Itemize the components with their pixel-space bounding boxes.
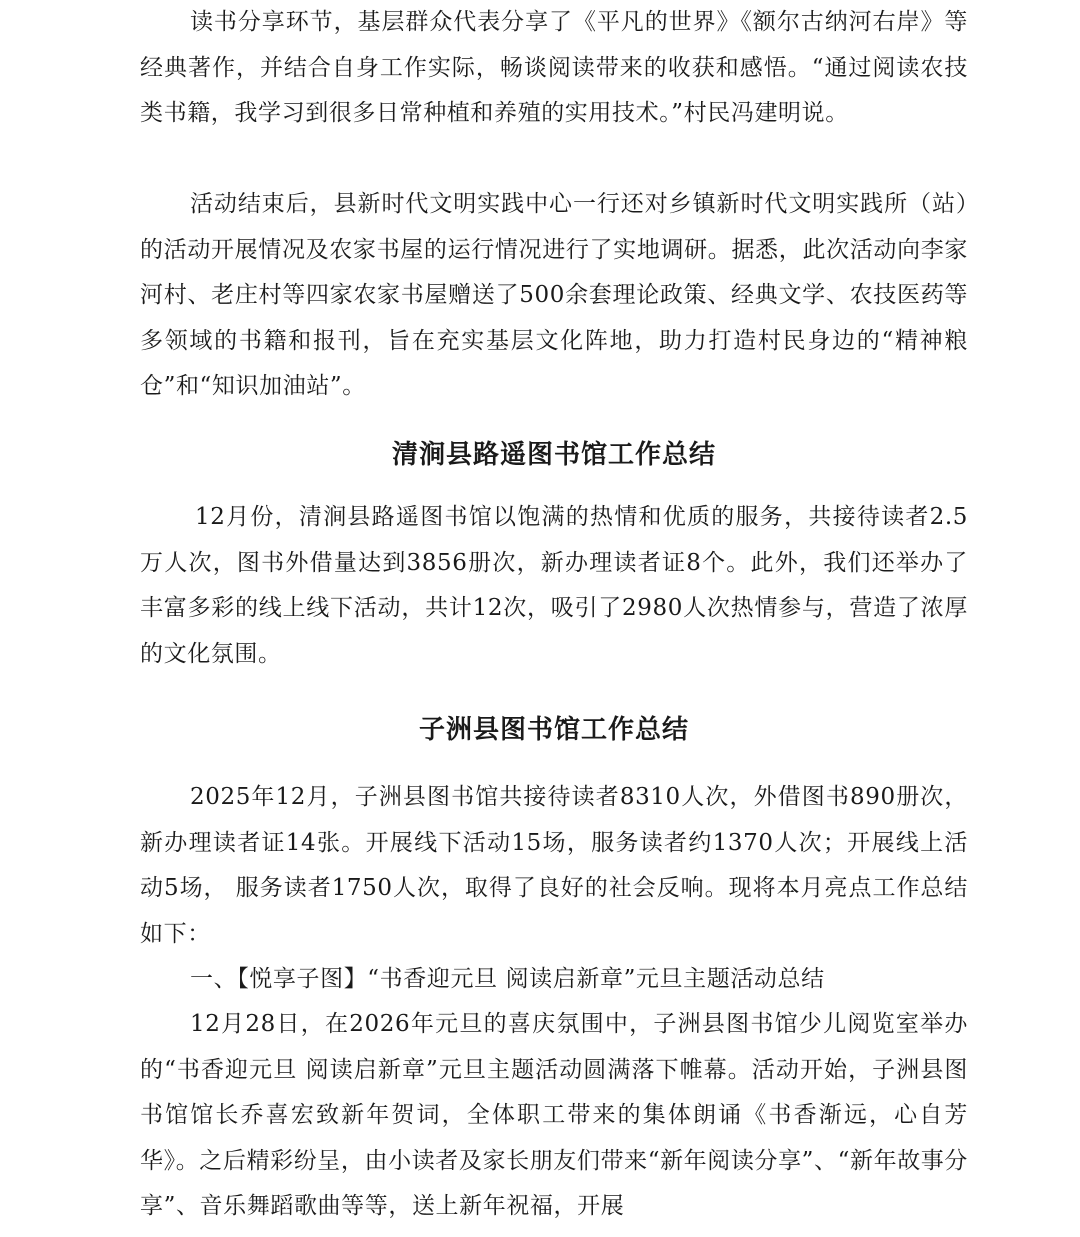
reading-share-paragraph: 读书分享环节，基层群众代表分享了《平凡的世界》《额尔古纳河右岸》等经典著作，并结合自身工作实际，畅谈阅读带来的收获和感悟。“通过阅读农技类书籍，我学习到很多日常种植和养殖的实用技术。”村民冯建明说。 <box>140 9 968 126</box>
new-year-activity-paragraph: 12月28日，在2026年元旦的喜庆氛围中，子洲县图书馆少儿阅览室举办的“书香迎元旦 阅读启新章”元旦主题活动圆满落下帷幕。活动开始，子洲县图书馆馆长乔喜宏致新年贺词，全体职工带来的集体朗诵《书香渐远，心自芳华》。之后精彩纷呈，由小读者及家长朋友们带来“新年阅读分享”、“新年故事分享”、音乐舞蹈歌曲等等，送上新年祝福，开展 <box>140 1011 968 1219</box>
qingjian-library-heading: 清涧县路遥图书馆工作总结 <box>391 440 716 470</box>
qingjian-summary-paragraph: 12月份，清涧县路遥图书馆以饱满的热情和优质的服务，共接待读者2.5万人次，图书外借量达到3856册次，新办理读者证8个。此外，我们还举办了丰富多彩的线上线下活动，共计12次，吸引了2980人次热情参与，营造了浓厚的文化氛围。 <box>140 504 968 667</box>
zizhou-summary-paragraph: 2025年12月，子洲县图书馆共接待读者8310人次，外借图书890册次，新办理读者证14张。开展线下活动15场，服务读者约1370人次；开展线上活动5场， 服务读者1750人次，取得了良好的社会反响。现将本月亮点工作总结如下： <box>140 784 968 947</box>
zizhou-library-heading: 子洲县图书馆工作总结 <box>418 715 689 745</box>
activity-end-paragraph: 活动结束后，县新时代文明实践中心一行还对乡镇新时代文明实践所（站）的活动开展情况及农家书屋的运行情况进行了实地调研。据悉，此次活动向李家河村、老庄村等四家农家书屋赠送了500余套理论政策、经典文学、农技医药等多领域的书籍和报刊，旨在充实基层文化阵地，助力打造村民身边的“精神粮仓”和“知识加油站”。 <box>140 191 968 399</box>
new-year-activity-subheading: 一、【悦享子图】“书香迎元旦 阅读启新章”元旦主题活动总结 <box>190 966 825 992</box>
